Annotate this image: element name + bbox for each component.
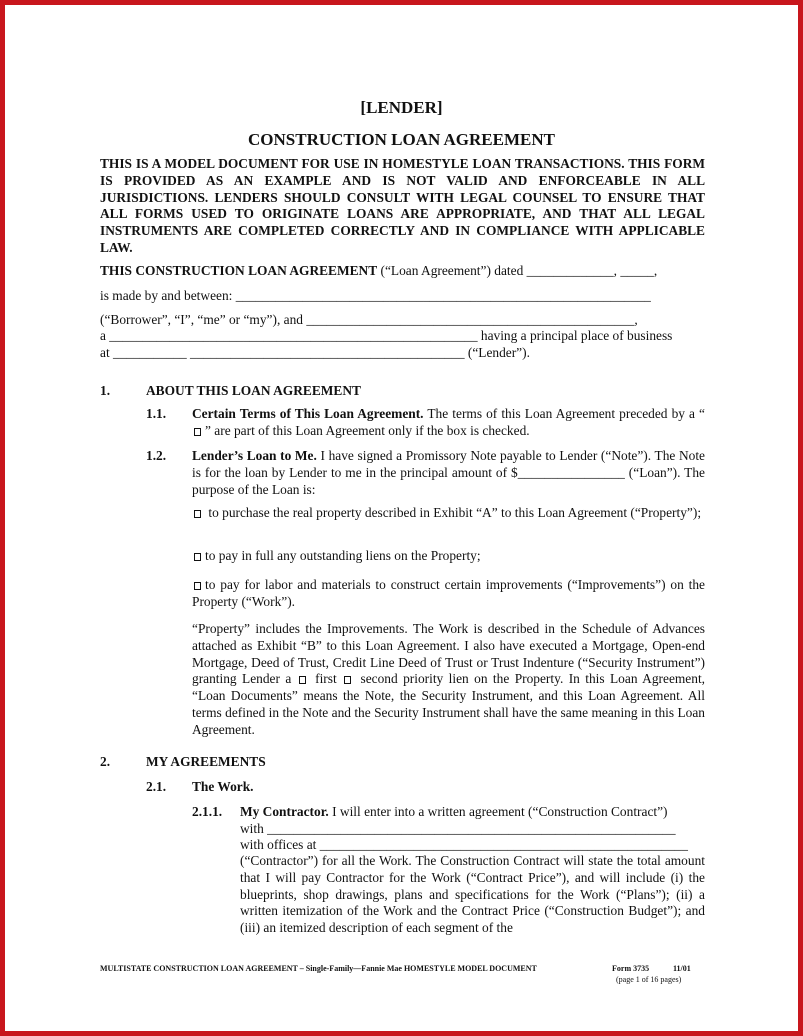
intro-dated: (“Loan Agreement”) dated _____________, _____,: [377, 263, 658, 278]
intro-line-4: a _______________________________________________________ having a principal place of business: [100, 328, 673, 343]
checkbox-liens[interactable]: [194, 553, 201, 561]
checkbox-work[interactable]: [194, 582, 201, 590]
footer-date: 11/01: [673, 964, 691, 973]
property-paragraph-a: “Property” includes the Improvements. The Work is described in the Schedule of Advances attached as Exhibit “B” to this Loan Agreement. I also have executed a Mortgage, Open-end Mortgage, Deed of Trust, Credit Line Deed of Trust or Trust Indenture (“Security Instrument”) granting Lender a: [192, 621, 705, 687]
section-2-1-1-line-2: with _____________________________________________________________: [240, 821, 676, 836]
footer-pages: (page 1 of 16 pages): [616, 975, 682, 984]
section-2-1-1-line-1-text: I will enter into a written agreement (“Construction Contract”): [328, 804, 668, 819]
purpose-option-liens-label: to pay in full any outstanding liens on the Property;: [205, 548, 481, 563]
section-1-1-body-b: ” are part of this Loan Agreement only if the box is checked.: [205, 422, 530, 438]
section-1-2-body: I have signed a Promissory Note payable to Lender (“Note”). The Note is for the loan by Lender to me in the principal amount of $________________ (“Loan”). The purpose of the Loan is:: [192, 448, 706, 497]
purpose-option-purchase-label: to purchase the real property described in Exhibit “A” to this Loan Agreement (“Property”);: [208, 505, 702, 520]
section-2-1-1-line-3: with offices at _______________________________________________________: [240, 837, 688, 852]
section-1-2-title: Lender’s Loan to Me.: [192, 448, 317, 463]
intro-line-3: (“Borrower”, “I”, “me” or “my”), and _________________________________________________,: [100, 312, 638, 327]
section-2-1-1-line-1: [240, 804, 668, 821]
section-1-1-number: 1.1.: [146, 406, 167, 421]
section-1-2-text: [192, 448, 705, 498]
document-title: CONSTRUCTION LOAN AGREEMENT: [248, 130, 555, 149]
section-2-1-title: The Work.: [192, 779, 254, 794]
property-paragraph-c: second priority lien on the Property. In this Loan Agreement, “Loan Documents” means the Note, the Security Instrument, and this Loan Agreement. All terms defined in the Note and the Security Instrument shall have the same meaning in this Loan Agreement.: [192, 671, 706, 737]
intro-line-2: is made by and between: ______________________________________________________________: [100, 288, 651, 303]
section-2-1-1-number: 2.1.1.: [192, 804, 223, 819]
checkbox-second-lien[interactable]: [344, 676, 351, 684]
section-1-heading: ABOUT THIS LOAN AGREEMENT: [146, 383, 361, 398]
purpose-option-liens: [192, 548, 705, 565]
checkbox-icon: [194, 428, 201, 436]
section-2-heading: MY AGREEMENTS: [146, 754, 266, 769]
section-1-1-title: Certain Terms of This Loan Agreement.: [192, 406, 424, 421]
lender-heading: [LENDER]: [360, 98, 443, 117]
checkbox-purchase[interactable]: [194, 510, 201, 518]
section-1-number: 1.: [100, 383, 111, 398]
intro-line-1: [100, 263, 657, 280]
footer-title: MULTISTATE CONSTRUCTION LOAN AGREEMENT – Single-Family—Fannie Mae HOMESTYLE MODEL DOCUMENT: [100, 964, 537, 973]
section-2-1-1-body: (“Contractor”) for all the Work. The Construction Contract will state the total amount that I will pay Contractor for the Work (“Contract Price”), and will include (i) the blueprints, shop drawings, plans and specifications for the Work (“Plans”); (ii) a written itemization of the Work and the Contract Price (“Construction Budget”); and (iii) an itemized description of each segment of the: [240, 853, 705, 936]
footer-form: Form 3735: [612, 964, 650, 973]
intro-line-5: at ___________ _________________________________________ (“Lender”).: [100, 345, 530, 360]
property-paragraph: [192, 621, 705, 739]
section-2-1-number: 2.1.: [146, 779, 167, 794]
purpose-option-work-label: to pay for labor and materials to construct certain improvements (“Improvements”) on the Property (“Work”).: [192, 577, 705, 609]
section-2-1-1-title: My Contractor.: [240, 804, 329, 819]
section-1-2-number: 1.2.: [146, 448, 167, 463]
section-1-1-text: [192, 406, 705, 440]
section-2-number: 2.: [100, 754, 111, 769]
intro-title: THIS CONSTRUCTION LOAN AGREEMENT: [100, 263, 378, 278]
purpose-option-work: [192, 577, 705, 611]
disclaimer: THIS IS A MODEL DOCUMENT FOR USE IN HOMESTYLE LOAN TRANSACTIONS. THIS FORM IS PROVIDED AS AN EXAMPLE AND IS NOT VALID AND ENFORCEABLE IN ALL JURISDICTIONS. LENDERS SHOULD CONSULT WITH LEGAL COUNSEL TO ENSURE THAT ALL FORMS USED TO ORIGINATE LOANS ARE APPROPRIATE, AND THAT ALL LEGAL INSTRUMENTS ARE COMPLETED CORRECTLY AND IN COMPLIANCE WITH APPLICABLE LAW.: [100, 156, 705, 255]
section-1-1-body-a: The terms of this Loan Agreement preceded by a “: [423, 406, 705, 421]
checkbox-first-lien[interactable]: [299, 676, 306, 684]
property-paragraph-b: first: [309, 671, 343, 687]
purpose-option-purchase: [192, 505, 705, 522]
